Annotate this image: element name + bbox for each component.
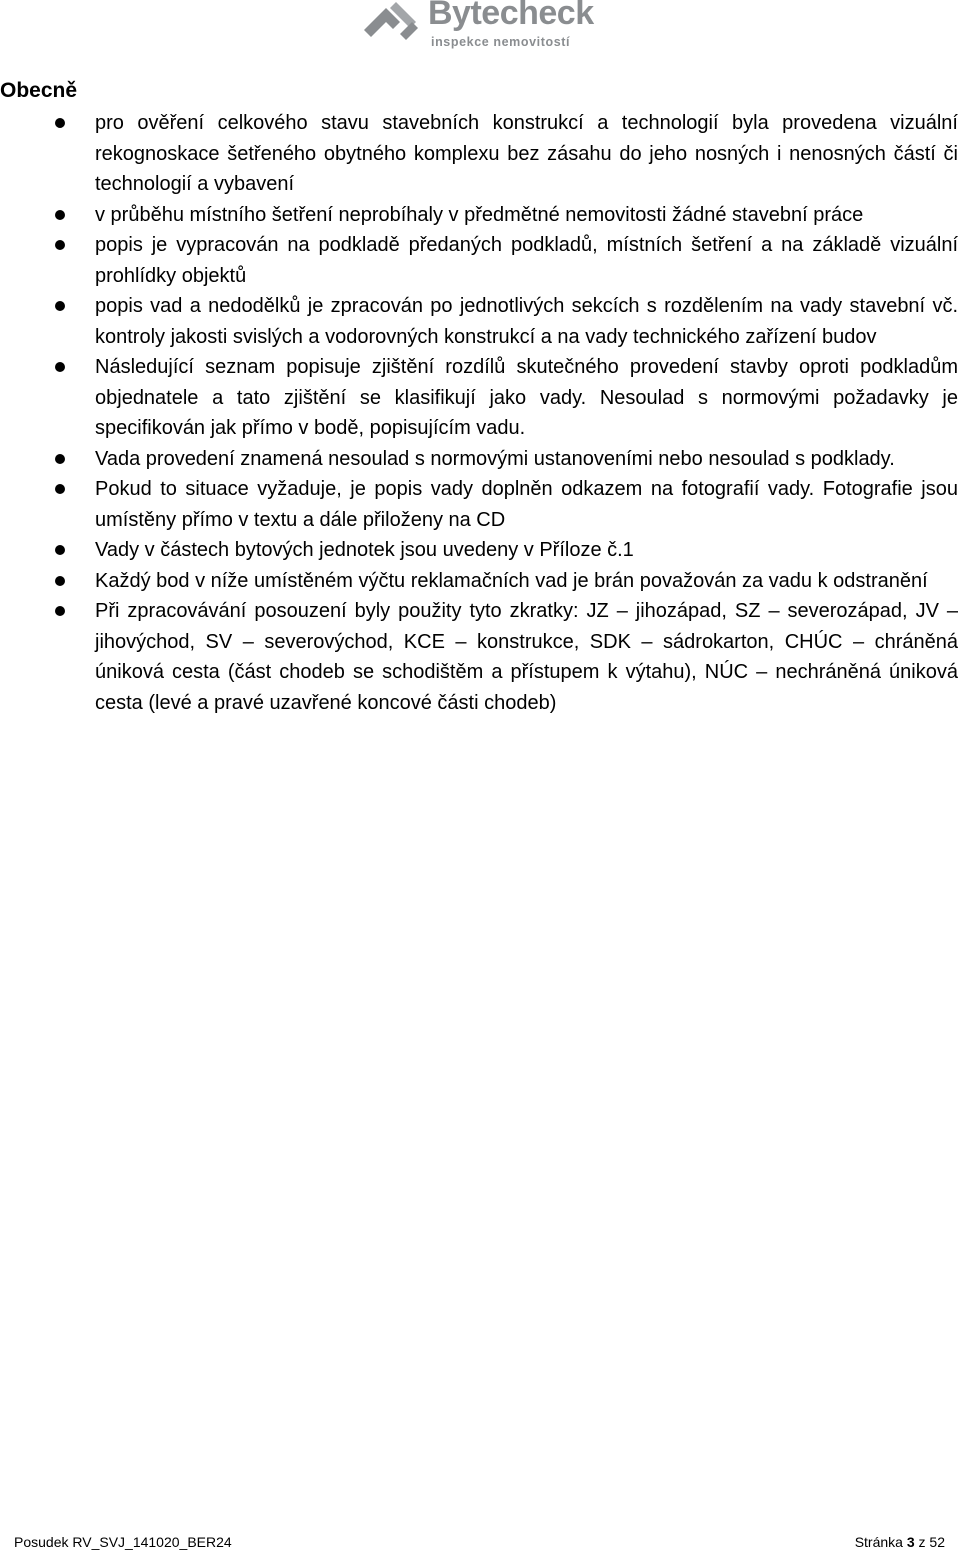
list-item-text: pro ověření celkového stavu stavebních konstrukcí a technologií byla provedena vizuální rekognoskace šetřeného obytného komplexu bez zásahu do jeho nosných i nenosných částí či technologií a vybavení: [95, 112, 958, 195]
list-item: [0, 474, 958, 535]
section-heading: Obecně: [0, 79, 78, 102]
list-item-text: Pokud to situace vyžaduje, je popis vady doplněn odkazem na fotografií vady. Fotografie jsou umístěny přímo v textu a dále přiloženy na CD: [95, 478, 958, 531]
company-logo: [360, 0, 600, 50]
bullet-icon: [55, 606, 65, 616]
list-item-text: popis vad a nedodělků je zpracován po jednotlivých sekcích s rozdělením na vady stavební vč. kontroly jakosti svislých a vodorovných konstrukcí a na vady technického zařízení budov: [95, 295, 958, 348]
list-item: [0, 108, 958, 200]
bullet-icon: [55, 362, 65, 372]
footer-page-number: [855, 1533, 945, 1551]
bullet-icon: [55, 210, 65, 220]
logo-tagline: inspekce nemovitostí: [431, 35, 571, 49]
footer-page-total: 52: [929, 1534, 945, 1550]
list-item: [0, 291, 958, 352]
bullet-icon: [55, 576, 65, 586]
list-item: [0, 444, 958, 475]
bullet-icon: [55, 118, 65, 128]
list-item: [0, 535, 958, 566]
bullet-list: [0, 108, 958, 718]
list-item: [0, 200, 958, 231]
footer-page-current: 3: [906, 1534, 915, 1550]
bullet-icon: [55, 454, 65, 464]
list-item-text: Následující seznam popisuje zjištění rozdílů skutečného provedení stavby oproti podkladům objednatele a tato zjištění se klasifikují jako vady. Nesoulad s normovými požadavky je specifikován jak přímo v bodě, popisujícím vadu.: [95, 356, 958, 439]
footer-page-prefix: Stránka: [854, 1534, 903, 1550]
footer-page-sep: z: [918, 1534, 926, 1550]
list-item: [0, 596, 958, 718]
bullet-icon: [55, 545, 65, 555]
list-item-text: Při zpracovávání posouzení byly použity tyto zkratky: JZ – jihozápad, SZ – severozápad, JV – jihovýchod, SV – severovýchod, KCE – konstrukce, SDK – sádrokarton, CHÚC – chráněná úniková cesta (část chodeb se schodištěm a přístupem k výtahu), NÚC – nechráněná úniková cesta (levé a pravé uzavřené koncové části chodeb): [95, 600, 958, 714]
bullet-icon: [55, 484, 65, 494]
list-item: [0, 352, 958, 444]
list-item-text: Vada provedení znamená nesoulad s normovými ustanoveními nebo nesoulad s podklady.: [95, 447, 895, 470]
logo-brand-text: Bytecheck: [428, 0, 594, 32]
list-item: [0, 230, 958, 291]
bullet-icon: [55, 301, 65, 311]
list-item-text: popis je vypracován na podkladě předaných podkladů, místních šetření a na základě vizuální prohlídky objektů: [95, 234, 958, 287]
logo-mark-icon: [360, 0, 424, 44]
footer-document-id: Posudek RV_SVJ_141020_BER24: [14, 1534, 232, 1550]
bullet-icon: [55, 240, 65, 250]
list-item-text: Vady v částech bytových jednotek jsou uvedeny v Příloze č.1: [95, 539, 634, 561]
list-item: [0, 566, 958, 597]
list-item-text: v průběhu místního šetření neprobíhaly v předmětné nemovitosti žádné stavební práce: [95, 203, 864, 226]
list-item-text: Každý bod v níže umístěném výčtu reklamačních vad je brán považován za vadu k odstranění: [95, 569, 928, 592]
